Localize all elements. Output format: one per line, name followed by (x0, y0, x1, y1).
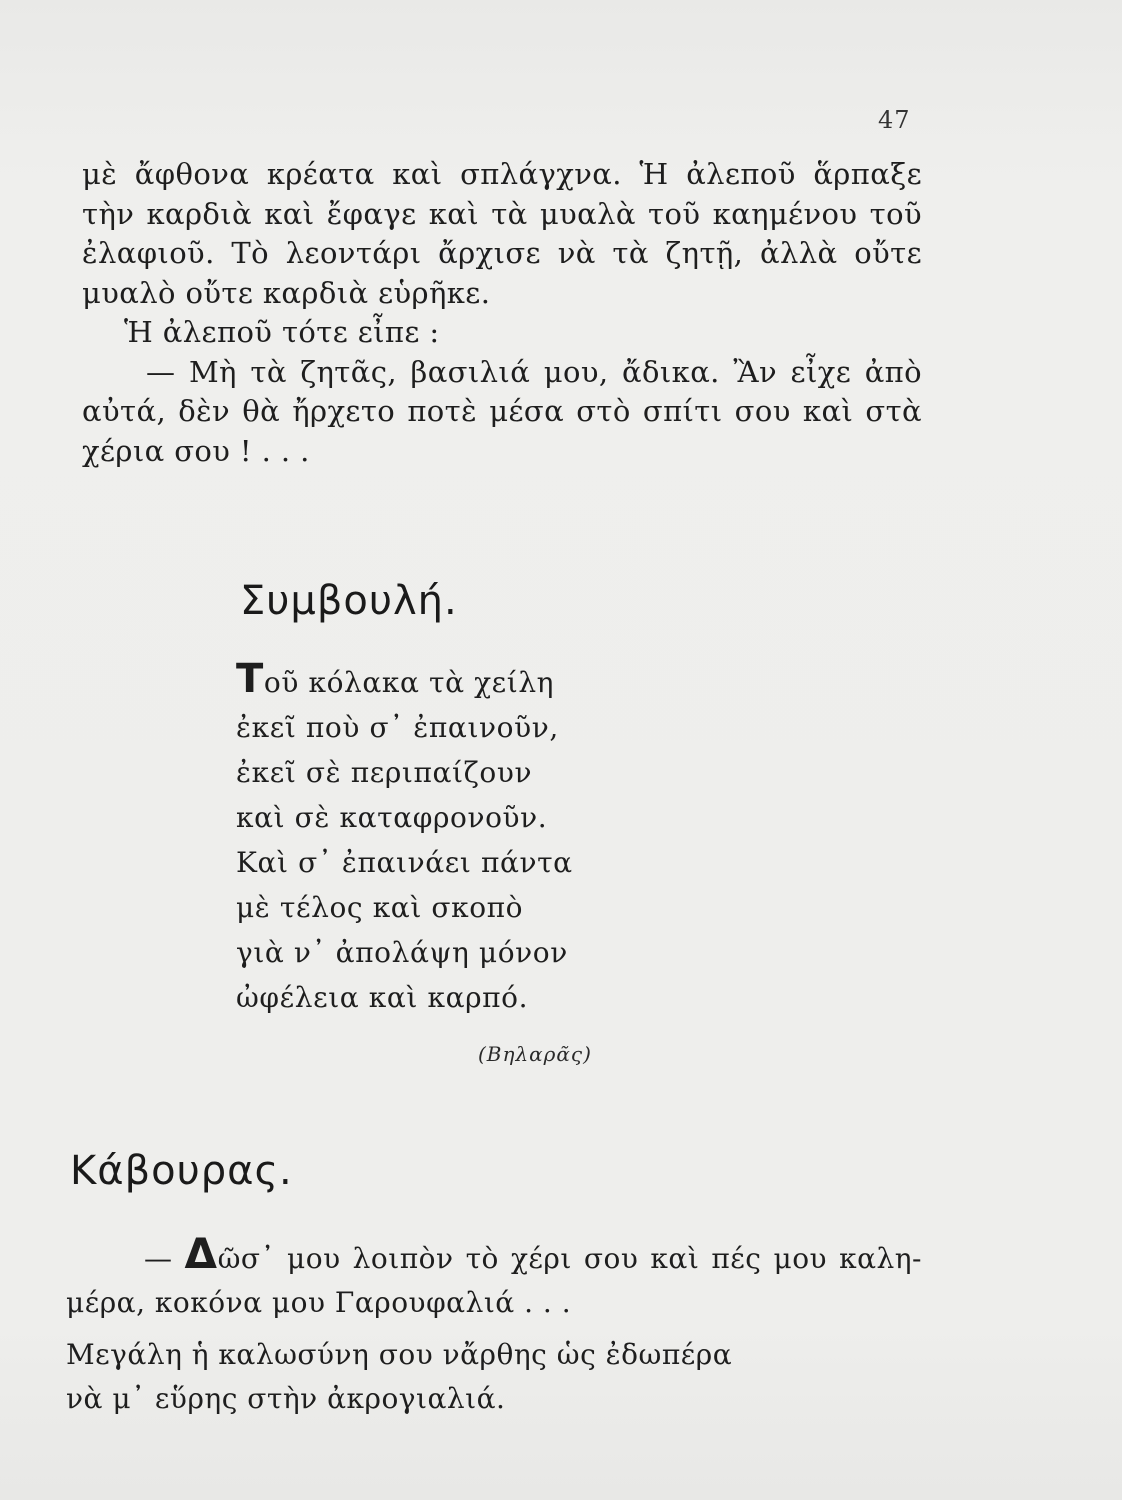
poem-line: γιὰ ν᾽ ἀπολάψη μόνον (236, 936, 568, 969)
poem-line (236, 656, 573, 705)
section-title-kavouras: Κάβουρας. (70, 1148, 293, 1194)
poem-line: Καὶ σ᾽ ἐπαινάει πάντα (236, 846, 573, 879)
poem (236, 656, 573, 1020)
fable-ending-text (82, 155, 922, 471)
drop-cap: Δ (184, 1229, 218, 1278)
paragraph: Ἡ ἀλεποῦ τότε εἶπε : (124, 315, 440, 349)
verse-text: ῶσ᾽ μου λοιπὸν τὸ χέρι σου καὶ πές μου καλη- μέρα, κοκόνα μου Γαρουφαλιά . . . (66, 1242, 922, 1319)
drop-cap: Τ (236, 656, 264, 702)
verse-line: νὰ μ᾽ εὕρης στὴν ἀκρογιαλιά. (66, 1382, 506, 1415)
poem-line: ἐκεῖ σὲ περιπαίζουν (236, 756, 533, 789)
poem-line: μὲ τέλος καὶ σκοπὸ (236, 891, 524, 924)
poem-line: καὶ σὲ καταφρονοῦν. (236, 801, 548, 834)
verse-line: Μεγάλη ἡ καλωσύνη σου νἄρθης ὡς ἐδωπέρα (66, 1338, 733, 1371)
page-number: 47 (878, 106, 911, 134)
poem-author: (Βηλαρᾶς) (478, 1042, 592, 1066)
poem-line: ὠφέλεια καὶ καρπό. (236, 981, 529, 1014)
kavouras-text (66, 1229, 922, 1421)
paragraph: μὲ ἄφθονα κρέατα καὶ σπλάγχνα. Ἡ ἀλεποῦ ἅρπαξε τὴν καρδιὰ καὶ ἔφαγε καὶ τὰ μυαλὰ τοῦ καημένου τοῦ ἐλαφιοῦ. Τὸ λεοντάρι ἄρχισε νὰ τὰ ζητῇ, ἀλλὰ οὔτε μυαλὸ οὔτε καρδιὰ εὑρῆκε. (82, 157, 922, 310)
verse-paragraph (66, 1229, 922, 1325)
dialogue-paragraph: — Μὴ τὰ ζητᾶς, βασιλιά μου, ἄδικα. Ἂν εἶχε ἀπὸ αὐτά, δὲν θὰ ἤρχετο ποτὲ μέσα στὸ σπίτι σου καὶ στὰ χέρια σου ! . . . (82, 354, 922, 468)
poem-line: ἐκεῖ ποὺ σ᾽ ἐπαινοῦν, (236, 711, 559, 744)
em-dash: — (144, 1242, 173, 1275)
poem-line-text: οῦ κόλακα τὰ χείλη (263, 666, 555, 699)
section-title-symvouli: Συμβουλή. (240, 578, 458, 624)
